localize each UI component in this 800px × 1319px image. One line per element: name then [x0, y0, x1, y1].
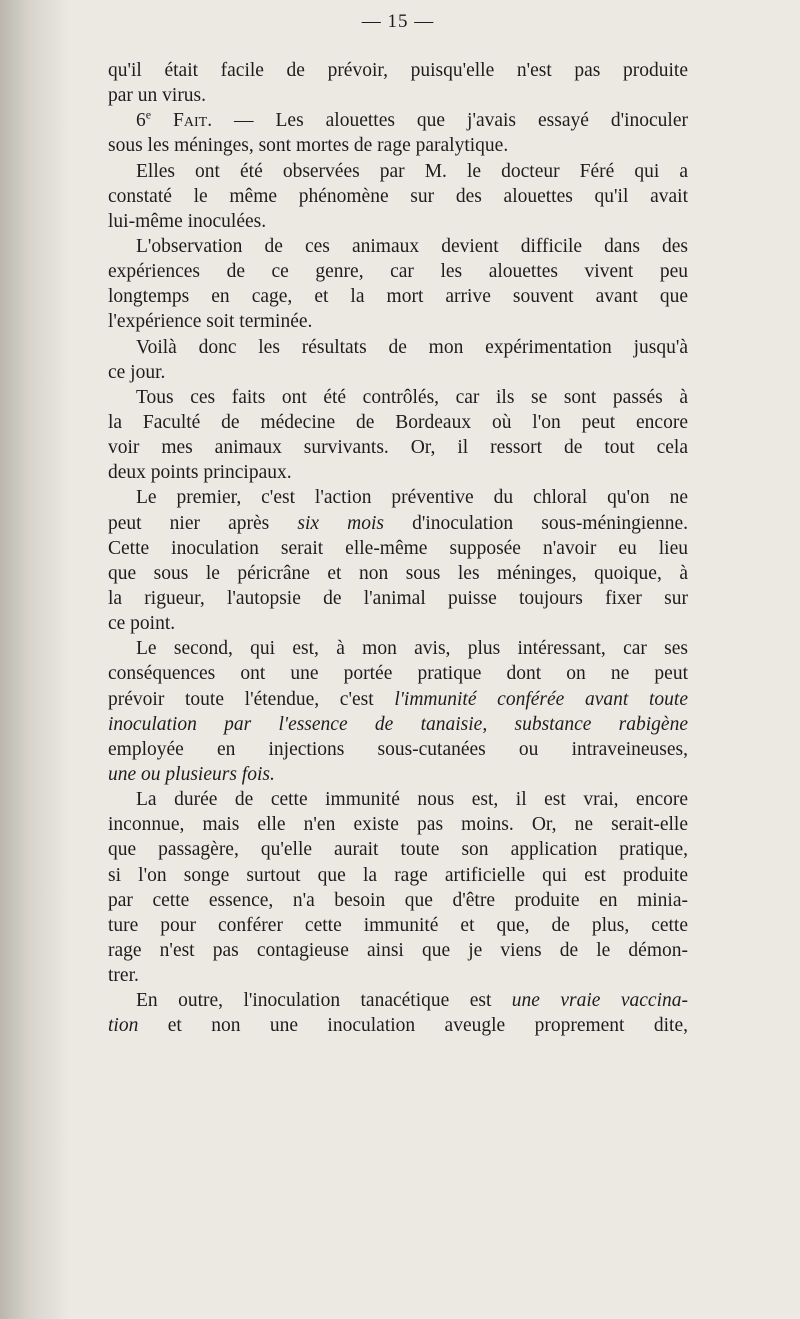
text-segment: La durée de cette immunité nous est, il est vrai, encore — [136, 789, 688, 811]
text-segment: Voilà donc les résultats de mon expérimentation jusqu'à — [136, 336, 688, 358]
text-segment: En outre, l'inoculation tanacétique est — [136, 990, 512, 1012]
text-line — [108, 133, 688, 158]
text-segment: expériences de ce genre, car les alouettes vivent peu — [108, 261, 688, 283]
text-line — [108, 335, 688, 360]
text-line — [108, 762, 688, 787]
text-segment: trer. — [108, 965, 139, 987]
text-segment: la Faculté de médecine de Bordeaux où l'on peut encore — [108, 411, 688, 433]
text-line — [108, 712, 688, 737]
text-segment: . — Les alouettes que j'avais essayé d'inoculer — [207, 110, 688, 132]
text-line — [108, 159, 688, 184]
text-line — [108, 636, 688, 661]
text-line — [108, 737, 688, 762]
text-line — [108, 234, 688, 259]
text-line — [108, 184, 688, 209]
text-segment: deux points principaux. — [108, 462, 292, 484]
text-line — [108, 611, 688, 636]
text-segment: ture pour conférer cette immunité et que, de plus, cette — [108, 914, 688, 936]
text-segment: ce point. — [108, 613, 176, 635]
text-line — [108, 511, 688, 536]
text-line — [108, 888, 688, 913]
text-segment: sous les méninges, sont mortes de rage paralytique. — [108, 135, 509, 157]
text-segment: rage n'est pas contagieuse ainsi que je viens de le démon- — [108, 939, 688, 961]
body-text — [108, 58, 688, 1038]
text-line — [108, 787, 688, 812]
text-segment: L'observation de ces animaux devient difficile dans des — [136, 235, 688, 257]
text-segment: par un virus. — [108, 85, 207, 107]
binding-shadow — [0, 0, 70, 1319]
text-line — [108, 410, 688, 435]
text-line — [108, 913, 688, 938]
text-line — [108, 360, 688, 385]
text-segment: Fait — [173, 110, 208, 132]
text-segment: lui-même inoculées. — [108, 210, 267, 232]
text-line — [108, 863, 688, 888]
text-segment: six mois — [297, 512, 385, 534]
text-segment: tion — [108, 1015, 139, 1037]
text-segment: 6 — [136, 110, 146, 132]
text-segment: si l'on songe surtout que la rage artificielle qui est produite — [108, 864, 688, 886]
text-line — [108, 687, 688, 712]
text-line — [108, 988, 688, 1013]
book-page — [108, 0, 688, 1319]
text-line — [108, 938, 688, 963]
text-line — [108, 460, 688, 485]
text-line — [108, 108, 688, 133]
text-segment: Le second, qui est, à mon avis, plus intéressant, car ses — [136, 638, 688, 660]
text-segment: que passagère, qu'elle aurait toute son application pratique, — [108, 839, 688, 861]
text-line — [108, 812, 688, 837]
text-segment: ce jour. — [108, 361, 166, 383]
text-segment: e — [145, 108, 152, 122]
text-segment: qu'il était facile de prévoir, puisqu'elle n'est pas produite — [108, 60, 688, 81]
text-segment: constaté le même phénomène sur des alouettes qu'il avait — [108, 185, 688, 207]
text-line — [108, 435, 688, 460]
text-line — [108, 259, 688, 284]
text-segment: inoculation par l'essence de tanaisie, substance rabigène — [108, 713, 688, 735]
text-segment: conséquences ont une portée pratique dont on ne peut — [108, 663, 688, 685]
text-line — [108, 837, 688, 862]
text-segment: d'inoculation sous-méningienne. — [384, 512, 688, 534]
text-line — [108, 485, 688, 510]
text-segment: Elles ont été observées par M. le docteur Féré qui a — [136, 160, 688, 182]
text-line — [108, 586, 688, 611]
text-segment: employée en injections sous-cutanées ou intraveineuses, — [108, 738, 688, 760]
text-segment: une vraie vaccina- — [511, 990, 688, 1012]
text-segment: l'immunité conférée avant toute — [394, 688, 688, 710]
text-segment: Le premier, c'est l'action préventive du chloral qu'on ne — [136, 487, 688, 509]
text-segment: Cette inoculation serait elle-même supposée n'avoir eu lieu — [108, 537, 688, 559]
text-line — [108, 58, 688, 83]
text-segment: que sous le péricrâne et non sous les méninges, quoique, à — [108, 562, 688, 584]
page-number: — 15 — — [361, 11, 435, 32]
text-segment: et non une inoculation aveugle proprement dite, — [138, 1015, 688, 1037]
text-segment: longtemps en cage, et la mort arrive souvent avant que — [108, 286, 688, 308]
text-line — [108, 1013, 688, 1038]
text-line — [108, 209, 688, 234]
text-line — [108, 284, 688, 309]
text-segment: une ou plusieurs fois. — [108, 763, 275, 785]
text-segment: Tous ces faits ont été contrôlés, car ils se sont passés à — [136, 386, 688, 408]
text-line — [108, 561, 688, 586]
text-segment: la rigueur, l'autopsie de l'animal puisse toujours fixer sur — [108, 587, 688, 609]
text-segment: inconnue, mais elle n'en existe pas moins. Or, ne serait-elle — [108, 814, 688, 836]
text-line — [108, 385, 688, 410]
text-line — [108, 661, 688, 686]
text-segment — [151, 110, 173, 131]
text-line — [108, 309, 688, 334]
text-segment: voir mes animaux survivants. Or, il ressort de tout cela — [108, 437, 688, 459]
text-segment: peut nier après — [108, 512, 298, 534]
text-line — [108, 963, 688, 988]
text-line — [108, 536, 688, 561]
text-line — [108, 83, 688, 108]
text-segment: l'expérience soit terminée. — [108, 311, 313, 333]
text-segment: par cette essence, n'a besoin que d'être produite en minia- — [108, 889, 688, 911]
text-segment: prévoir toute l'étendue, c'est — [108, 688, 395, 710]
